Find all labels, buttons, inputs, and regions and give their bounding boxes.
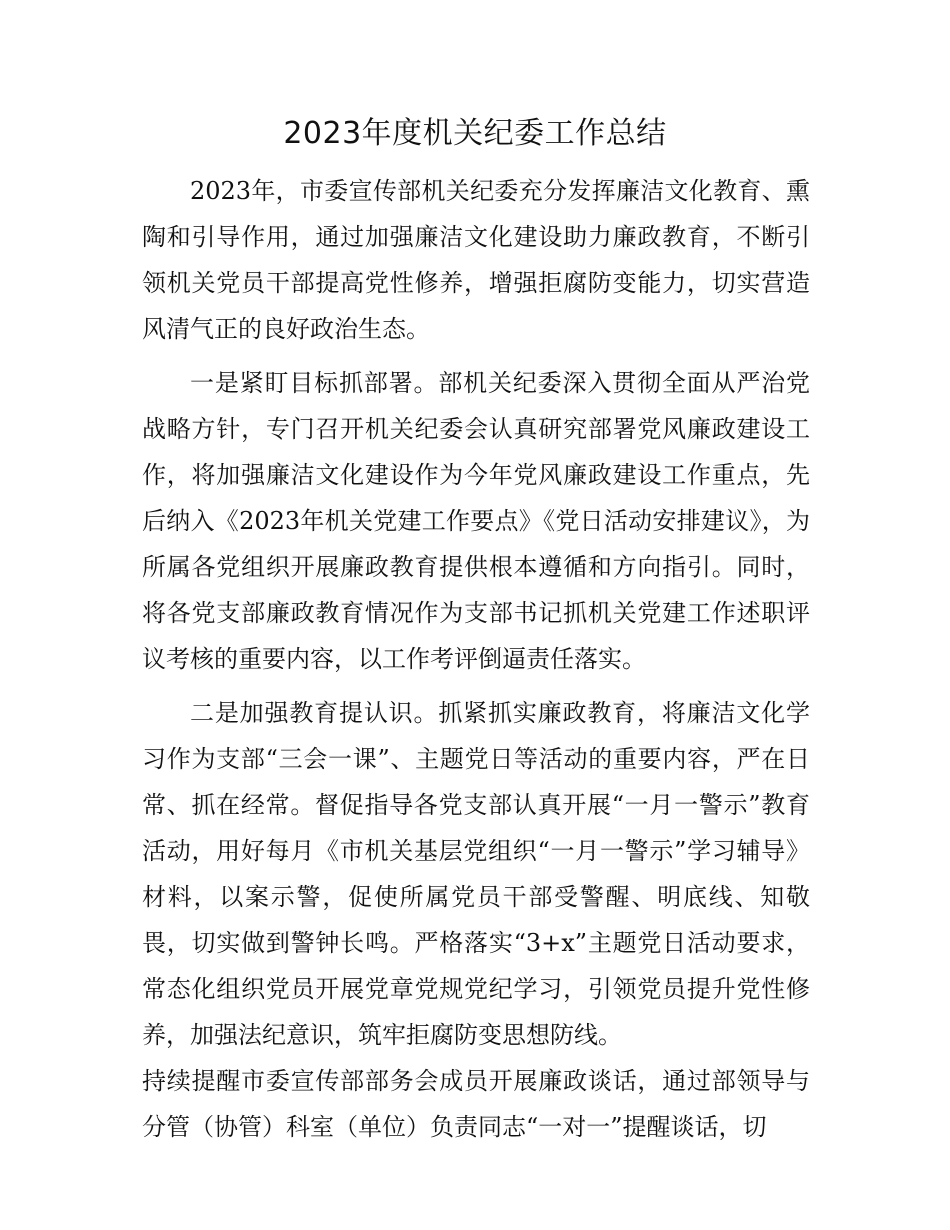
document-body — [142, 168, 810, 1150]
paragraph-intro: 2023年，市委宣传部机关纪委充分发挥廉洁文化教育、熏陶和引导作用，通过加强廉洁文化建设助力廉政教育，不断引领机关党员干部提高党性修养，增强拒腐防变能力，切实营造风清气正的良好政治生态。 — [142, 177, 810, 343]
paragraph-deployment: 一是紧盯目标抓部署。部机关纪委深入贯彻全面从严治党战略方针，专门召开机关纪委会认真研究部署党风廉政建设工作，将加强廉洁文化建设作为今年党风廉政建设工作重点，先后纳入《2023年机关党建工作要点》《党日活动安排建议》，为所属各党组织开展廉政教育提供根本遵循和方向指引。同时，将各党支部廉政教育情况作为支部书记抓机关党建工作述职评议考核的重要内容，以工作考评倒逼责任落实。 — [142, 369, 810, 673]
paragraph-education-continued: 持续提醒市委宣传部部务会成员开展廉政谈话，通过部领导与分管（协管）科室（单位）负责同志“一对一”提醒谈话，切 — [142, 1067, 810, 1141]
paragraph-education: 二是加强教育提认识。抓紧抓实廉政教育，将廉洁文化学习作为支部“三会一课”、主题党日等活动的重要内容，严在日常、抓在经常。督促指导各党支部认真开展“一月一警示”教育活动，用好每月《市机关基层党组织“一月一警示”学习辅导》材料，以案示警，促使所属党员干部受警醒、明底线、知敬畏，切实做到警钟长鸣。严格落实“3+x”主题党日活动要求，常态化组织党员开展党章党规党纪学习，引领党员提升党性修养，加强法纪意识，筑牢拒腐防变思想防线。 — [142, 699, 810, 1049]
document-title: 2023年度机关纪委工作总结 — [283, 116, 667, 151]
